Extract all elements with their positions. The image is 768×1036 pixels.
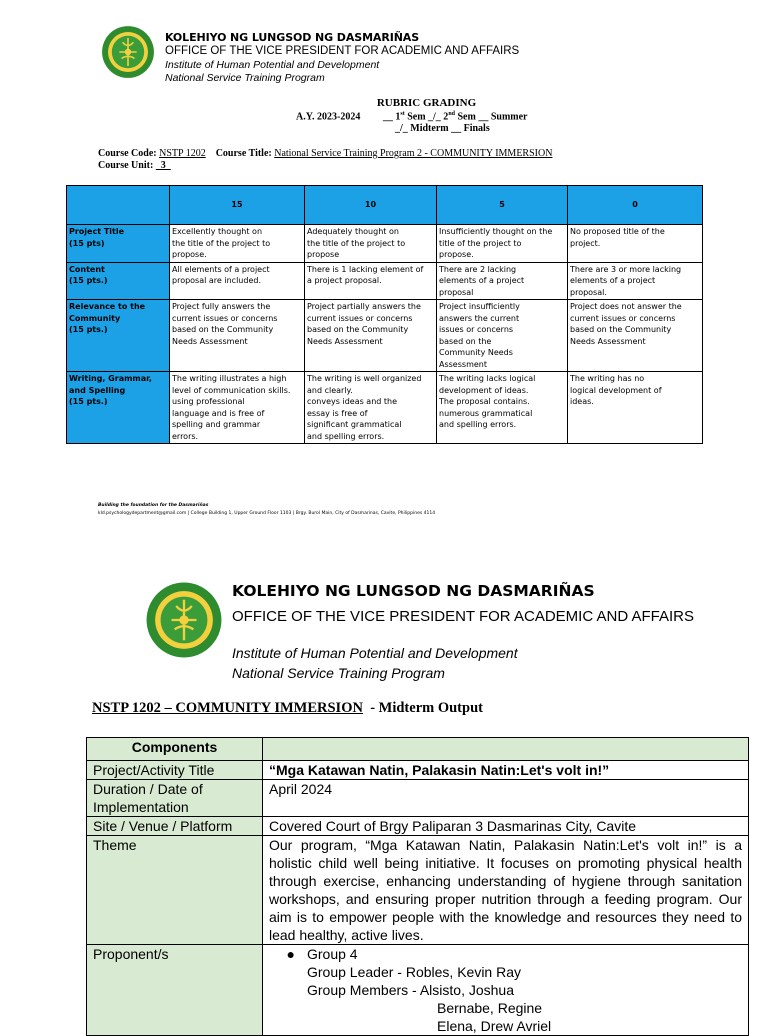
rubric-cell: No proposed title of the project. [568,225,703,263]
rubric-cell: There are 3 or more lacking elements of a project proposal. [568,262,703,300]
rubric-row [67,262,703,300]
output-title: NSTP 1202 – COMMUNITY IMMERSION - Midterm Output [92,700,483,716]
course-code: NSTP 1202 [159,148,206,159]
rubric-row [67,300,703,372]
rubric-header-10: 10 [305,186,437,225]
site-label: Site / Venue / Platform [87,817,263,836]
rubric-cell: The writing lacks logical development of ideas. The proposal contains. numerous grammatical and spelling errors. [437,372,568,444]
rubric-header-15: 15 [170,186,305,225]
institute-name: Institute of Human Potential and Development [165,59,380,71]
rubric-header-criteria [67,186,170,225]
bullet-icon: ● [286,946,295,962]
theme-label: Theme [87,836,263,945]
proponents-value [263,945,749,1036]
office-name-2: OFFICE OF THE VICE PRESIDENT FOR ACADEMIC AND AFFAIRS [232,608,695,625]
rubric-criterion: Content (15 pts.) [67,262,170,300]
components-table [86,737,749,1036]
course-unit: 3 [155,160,171,171]
academic-year-line: A.Y. 2023-2024 __ 1st Sem _/_ 2nd Sem __ Summer [296,111,528,123]
rubric-table [66,185,703,444]
proponents-label: Proponent/s [87,945,263,1036]
course-title: National Service Training Program 2 - COMMUNITY IMMERSION [274,148,553,159]
project-title-value: “Mga Katawan Natin, Palakasin Natin:Let's volt in!” [263,761,749,780]
rubric-cell: Insufficiently thought on the title of the project to propose. [437,225,568,263]
components-header: Components [87,738,263,761]
rubric-row [67,372,703,444]
group-members: Group Members - Alsisto, Joshua [307,982,514,998]
institution-name: KOLEHIYO NG LUNGSOD NG DASMARIÑAS [165,31,420,44]
course-unit-line: Course Unit: 3 [98,160,171,171]
rubric-cell: There are 2 lacking elements of a project proposal [437,262,568,300]
course-line: Course Code: NSTP 1202 Course Title: National Service Training Program 2 - COMMUNITY IMMERSION [98,148,553,159]
rubric-cell: Project does not answer the current issues or concerns based on the Community Needs Assessment [568,300,703,372]
member-name: Elena, Drew Avriel [437,1018,552,1034]
rubric-cell: The writing illustrates a high level of communication skills. using professional language and is free of spelling and grammar errors. [170,372,305,444]
institution-name-2: KOLEHIYO NG LUNGSOD NG DASMARIÑAS [232,582,595,600]
member-name: Bernabe, Regine [437,1000,543,1016]
duration-label: Duration / Date of Implementation [87,780,263,817]
rubric-cell: Project partially answers the current issues or concerns based on the Community Needs Assessment [305,300,437,372]
school-seal-logo [145,581,223,659]
footer-contact: kld.psychologydepartment@gmail.com | College Building 1, Upper Ground Floor 1103 | Brgy. Burol Main, City of Dasmarinas, Cavite, Philippines 4114 [98,511,436,516]
rubric-cell: There is 1 lacking element of a project proposal. [305,262,437,300]
site-value: Covered Court of Brgy Paliparan 3 Dasmarinas City, Cavite [263,817,749,836]
rubric-header-0: 0 [568,186,703,225]
term-line: _/_ Midterm __ Finals [395,123,490,134]
rubric-criterion: Project Title (15 pts) [67,225,170,263]
office-name: OFFICE OF THE VICE PRESIDENT FOR ACADEMIC AND AFFAIRS [165,45,520,57]
project-title-label: Project/Activity Title [87,761,263,780]
rubric-cell: All elements of a project proposal are included. [170,262,305,300]
institute-name-2: Institute of Human Potential and Development [232,645,518,661]
member-name: Alsisto, Joshua [419,982,514,998]
rubric-header-5: 5 [437,186,568,225]
group-name: Group 4 [307,946,358,962]
rubric-criterion: Writing, Grammar, and Spelling (15 pts.) [67,372,170,444]
program-name-2: National Service Training Program [232,665,445,681]
rubric-cell: Project fully answers the current issues or concerns based on the Community Needs Assessment [170,300,305,372]
rubric-cell: Excellently thought on the title of the project to propose. [170,225,305,263]
rubric-cell: The writing is well organized and clearly. conveys ideas and the essay is free of significant grammatical and spelling errors. [305,372,437,444]
group-leader: Group Leader - Robles, Kevin Ray [307,964,521,980]
rubric-title: RUBRIC GRADING [376,97,477,109]
theme-value: Our program, “Mga Katawan Natin, Palakasin Natin:Let's volt in!” is a holistic child well being initiative. It focuses on promoting physical health through exercise, enhancing understanding of hygiene through sanitation workshops, and ensuring proper nutrition through a feeding program. Our aim is to empower people with the knowledge and resources they need to lead healthy, active lives. [263,836,749,945]
rubric-cell: Project insufficiently answers the current issues or concerns based on the Community Needs Assessment [437,300,568,372]
rubric-row [67,225,703,263]
rubric-criterion: Relevance to the Community (15 pts.) [67,300,170,372]
footer-tagline: Building the foundation for the Dasmariñas [98,503,209,508]
school-seal-logo [101,25,155,79]
program-name: National Service Training Program [165,72,325,84]
rubric-cell: The writing has no logical development of ideas. [568,372,703,444]
rubric-cell: Adequately thought on the title of the project to propose [305,225,437,263]
duration-value: April 2024 [263,780,749,817]
